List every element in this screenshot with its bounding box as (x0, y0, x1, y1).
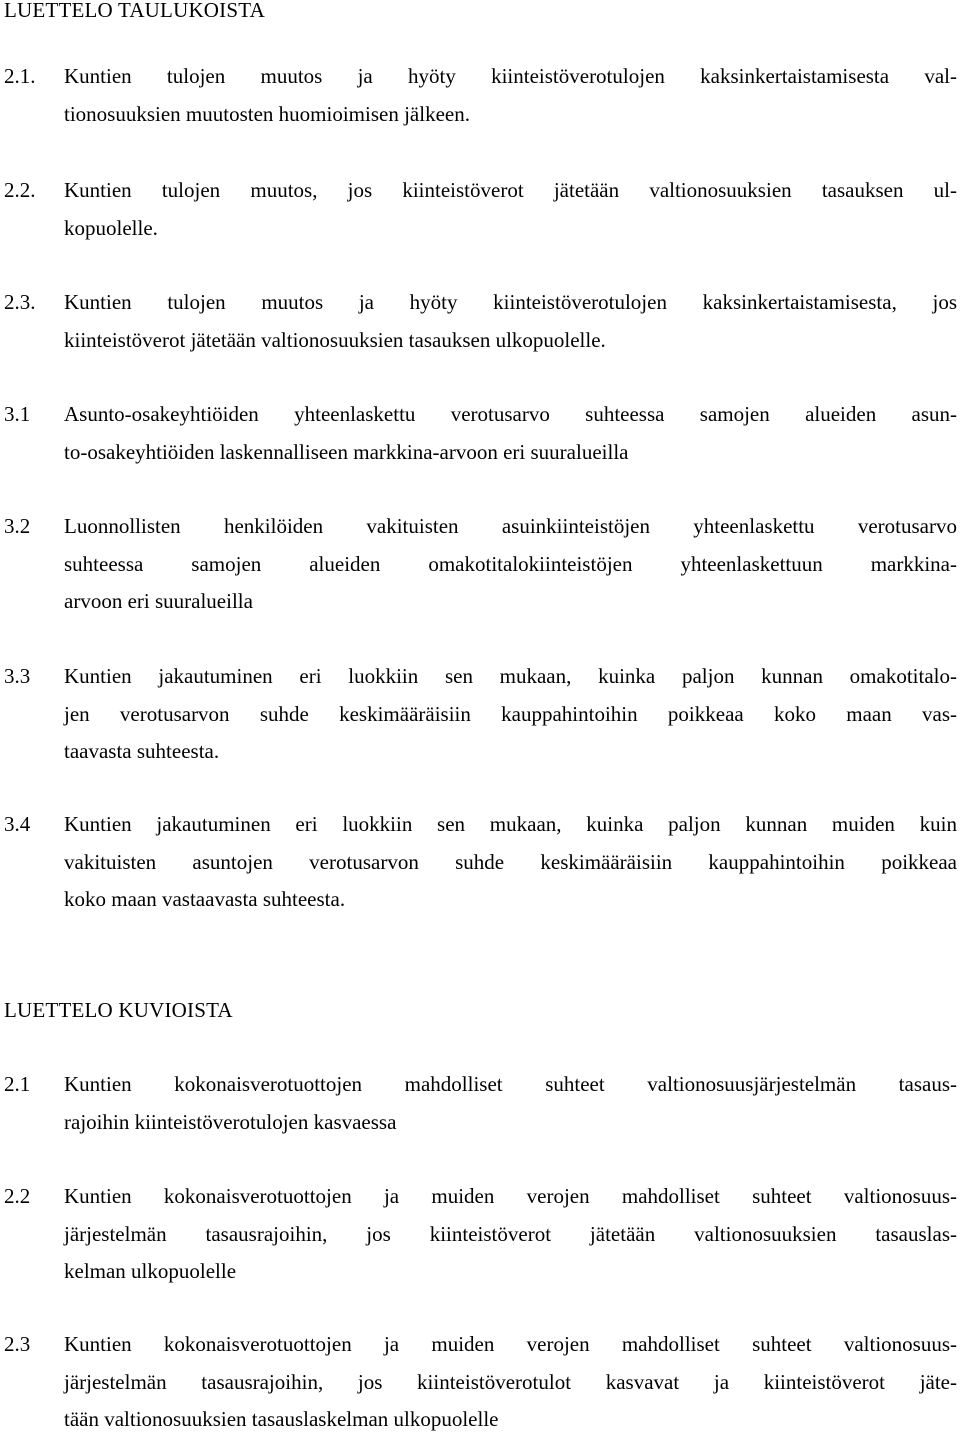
entry-line: vakituisten asuntojen verotusarvon suhde keskimääräisiin kauppahintoihin poikkeaa (64, 849, 957, 874)
entry-number: 2.1 (4, 1072, 31, 1096)
entry-line: kelman ulkopuolelle (64, 1259, 237, 1283)
entry-number: 3.2 (4, 514, 31, 538)
entry-line: taavasta suhteesta. (64, 739, 220, 763)
entry-line: suhteessa samojen alueiden omakotitalokiinteistöjen yhteenlaskettuun markkina- (64, 551, 957, 576)
entry-line: Kuntien jakautuminen eri luokkiin sen mukaan, kuinka paljon kunnan omakotitalo- (64, 664, 957, 688)
entry-line: to-osakeyhtiöiden laskennalliseen markkina-arvoon eri suuralueilla (64, 439, 629, 464)
figures-section-heading: LUETTELO KUVIOISTA (4, 998, 233, 1022)
entry-number: 3.1 (4, 402, 31, 426)
entry-number: 2.2 (4, 1184, 31, 1208)
entry-line: järjestelmän tasausrajoihin, jos kiinteistöverotulot kasvavat ja kiinteistöverot jäte- (64, 1369, 957, 1394)
entry-line: Asunto-osakeyhtiöiden yhteenlaskettu verotusarvo suhteessa samojen alueiden asun- (64, 402, 957, 426)
entry-text (64, 806, 957, 919)
entry-line: tään valtionosuuksien tasauslaskelman ulkopuolelle (64, 1407, 499, 1431)
entry-text (64, 658, 957, 771)
entry-text (64, 508, 957, 621)
entry-line: kiinteistöverot jätetään valtionosuuksien tasauksen ulkopuolelle. (64, 327, 606, 352)
entry-text (64, 172, 957, 247)
entry-line: järjestelmän tasausrajoihin, jos kiinteistöverot jätetään valtionosuuksien tasauslas- (64, 1221, 957, 1246)
entry-text (64, 1326, 957, 1439)
entry-number: 2.2. (4, 178, 36, 202)
entry-line: kopuolelle. (64, 215, 158, 240)
entry-number: 2.1. (4, 64, 36, 88)
entry-line: Kuntien kokonaisverotuottojen mahdolliset suhteet valtionosuusjärjestelmän tasaus- (64, 1072, 957, 1096)
entry-text (64, 1066, 957, 1141)
entry-text (64, 396, 957, 471)
entry-line: Kuntien kokonaisverotuottojen ja muiden verojen mahdolliset suhteet valtionosuus- (64, 1332, 957, 1356)
tables-section-heading: LUETTELO TAULUKOISTA (4, 0, 265, 22)
entry-line: koko maan vastaavasta suhteesta. (64, 887, 346, 911)
entry-line: Kuntien tulojen muutos ja hyöty kiinteistöverotulojen kaksinkertaistamisesta, jos (64, 290, 957, 314)
entry-line: jen verotusarvon suhde keskimääräisiin kauppahintoihin poikkeaa koko maan vas- (64, 701, 957, 726)
entry-text (64, 58, 957, 133)
entry-line: rajoihin kiinteistöverotulojen kasvaessa (64, 1109, 397, 1134)
entry-line: Kuntien tulojen muutos ja hyöty kiinteistöverotulojen kaksinkertaistamisesta val- (64, 64, 957, 88)
entry-number: 2.3. (4, 290, 36, 314)
entry-line: Kuntien jakautuminen eri luokkiin sen mukaan, kuinka paljon kunnan muiden kuin (64, 812, 957, 836)
entry-line: Kuntien tulojen muutos, jos kiinteistöverot jätetään valtionosuuksien tasauksen ul- (64, 178, 957, 202)
entry-number: 2.3 (4, 1332, 31, 1356)
entry-number: 3.4 (4, 812, 31, 836)
entry-text (64, 1178, 957, 1291)
entry-line: tionosuuksien muutosten huomioimisen jälkeen. (64, 101, 470, 126)
entry-number: 3.3 (4, 664, 31, 688)
entry-line: Kuntien kokonaisverotuottojen ja muiden verojen mahdolliset suhteet valtionosuus- (64, 1184, 957, 1208)
entry-text (64, 284, 957, 359)
entry-line: Luonnollisten henkilöiden vakituisten asuinkiinteistöjen yhteenlaskettu verotusarvo (64, 514, 957, 538)
entry-line: arvoon eri suuralueilla (64, 589, 253, 613)
